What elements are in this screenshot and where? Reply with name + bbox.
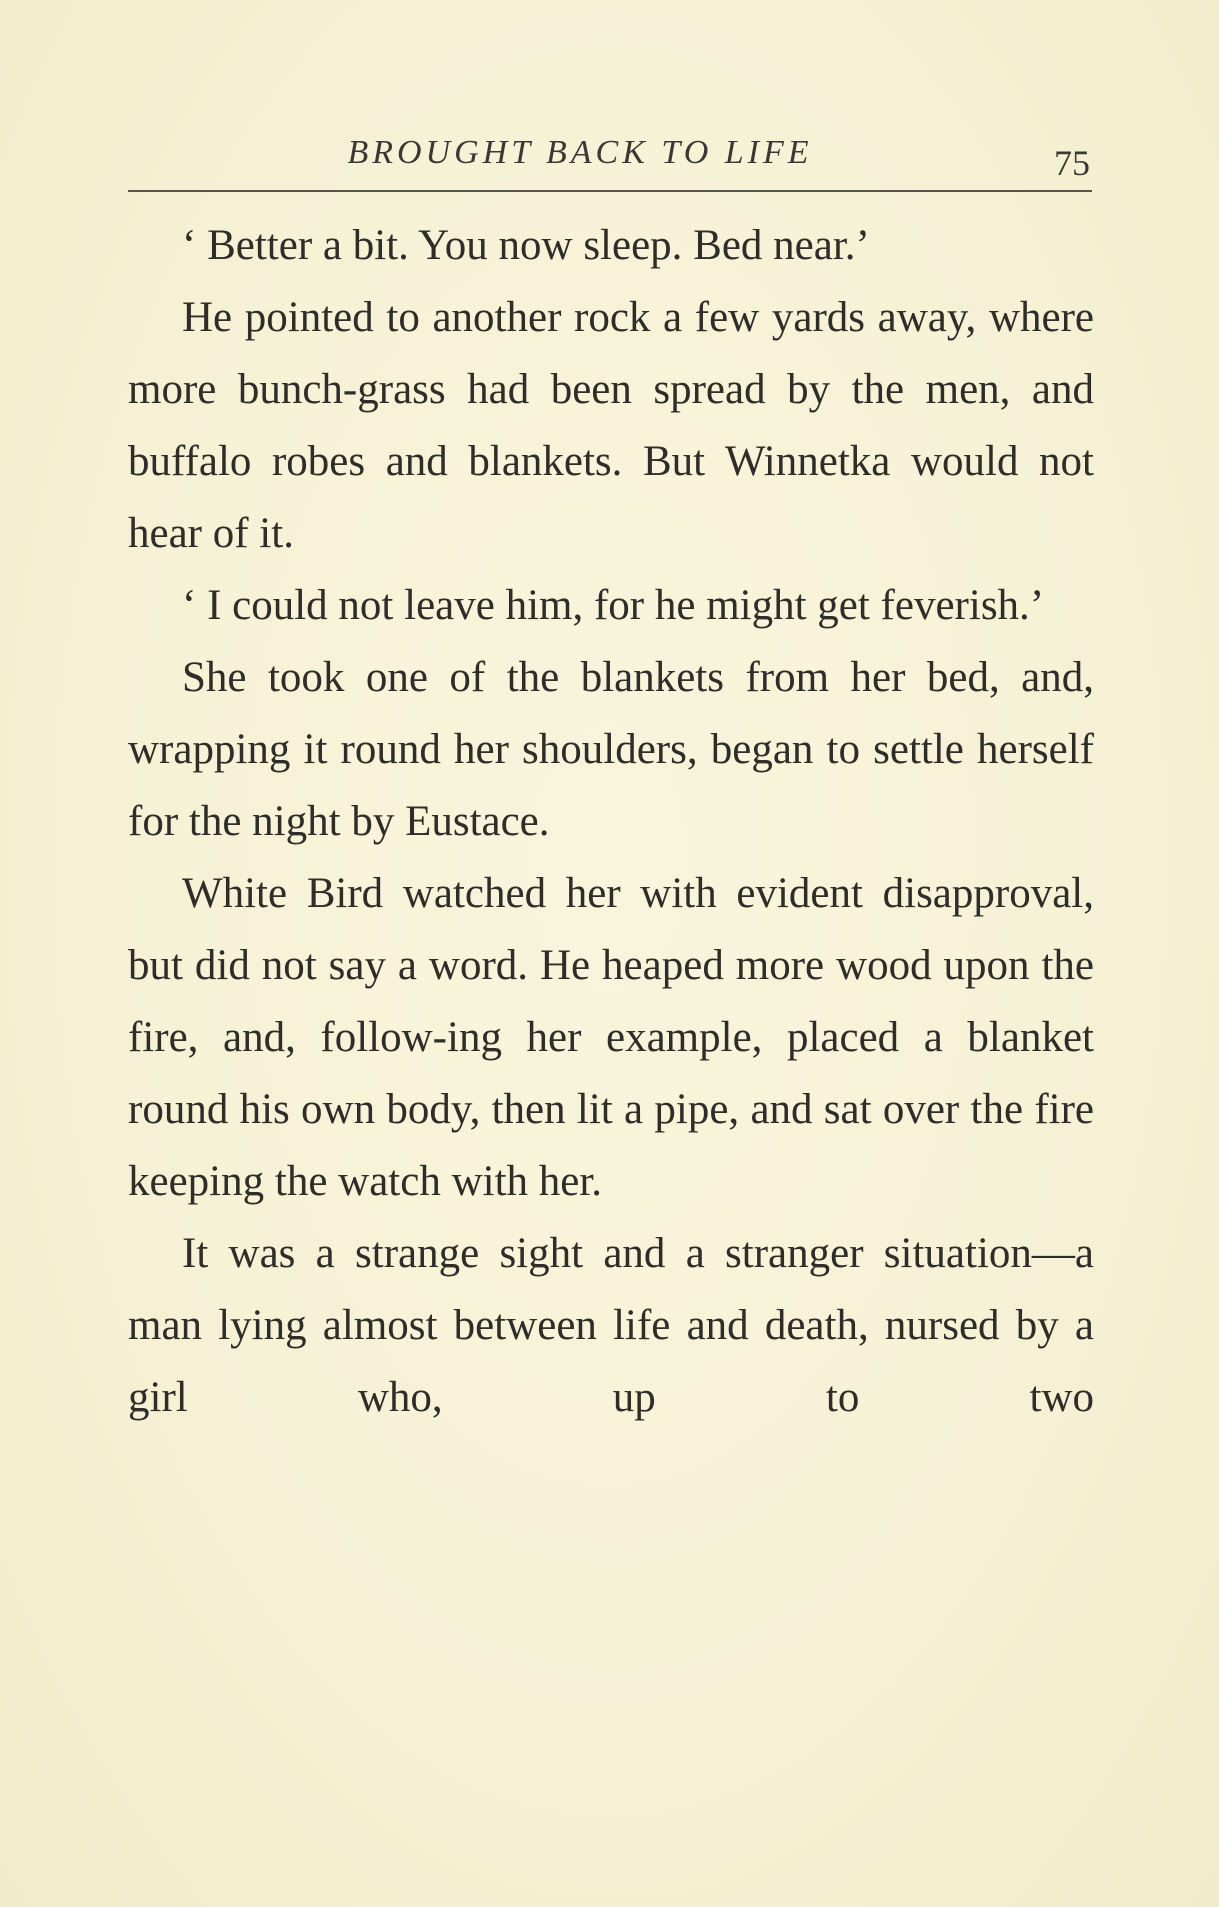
body-text [128, 210, 1094, 1434]
running-title: BROUGHT BACK TO LIFE [347, 134, 813, 171]
header-rule [128, 190, 1092, 192]
paragraph: White Bird watched her with evident disapproval, but did not say a word. He heaped more wood upon the fire, and, follow-ing her example, placed a blanket round his own body, then lit a pipe, and sat over the fire keeping the watch with her. [128, 870, 1094, 1205]
running-head [130, 128, 1090, 183]
paragraph: ‘ Better a bit. You now sleep. Bed near.’ [182, 222, 870, 269]
paragraph: He pointed to another rock a few yards away, where more bunch-grass had been spread by the men, and buffalo robes and blankets. But Winnetka would not hear of it. [128, 294, 1094, 557]
paragraph: She took one of the blankets from her bed, and, wrapping it round her shoulders, began to settle herself for the night by Eustace. [128, 654, 1094, 845]
page-number: 75 [1054, 143, 1090, 183]
paragraph: ‘ I could not leave him, for he might get feverish.’ [182, 582, 1045, 629]
paragraph: It was a strange sight and a stranger situation—a man lying almost between life and death, nursed by a girl who, up to two [128, 1230, 1094, 1421]
